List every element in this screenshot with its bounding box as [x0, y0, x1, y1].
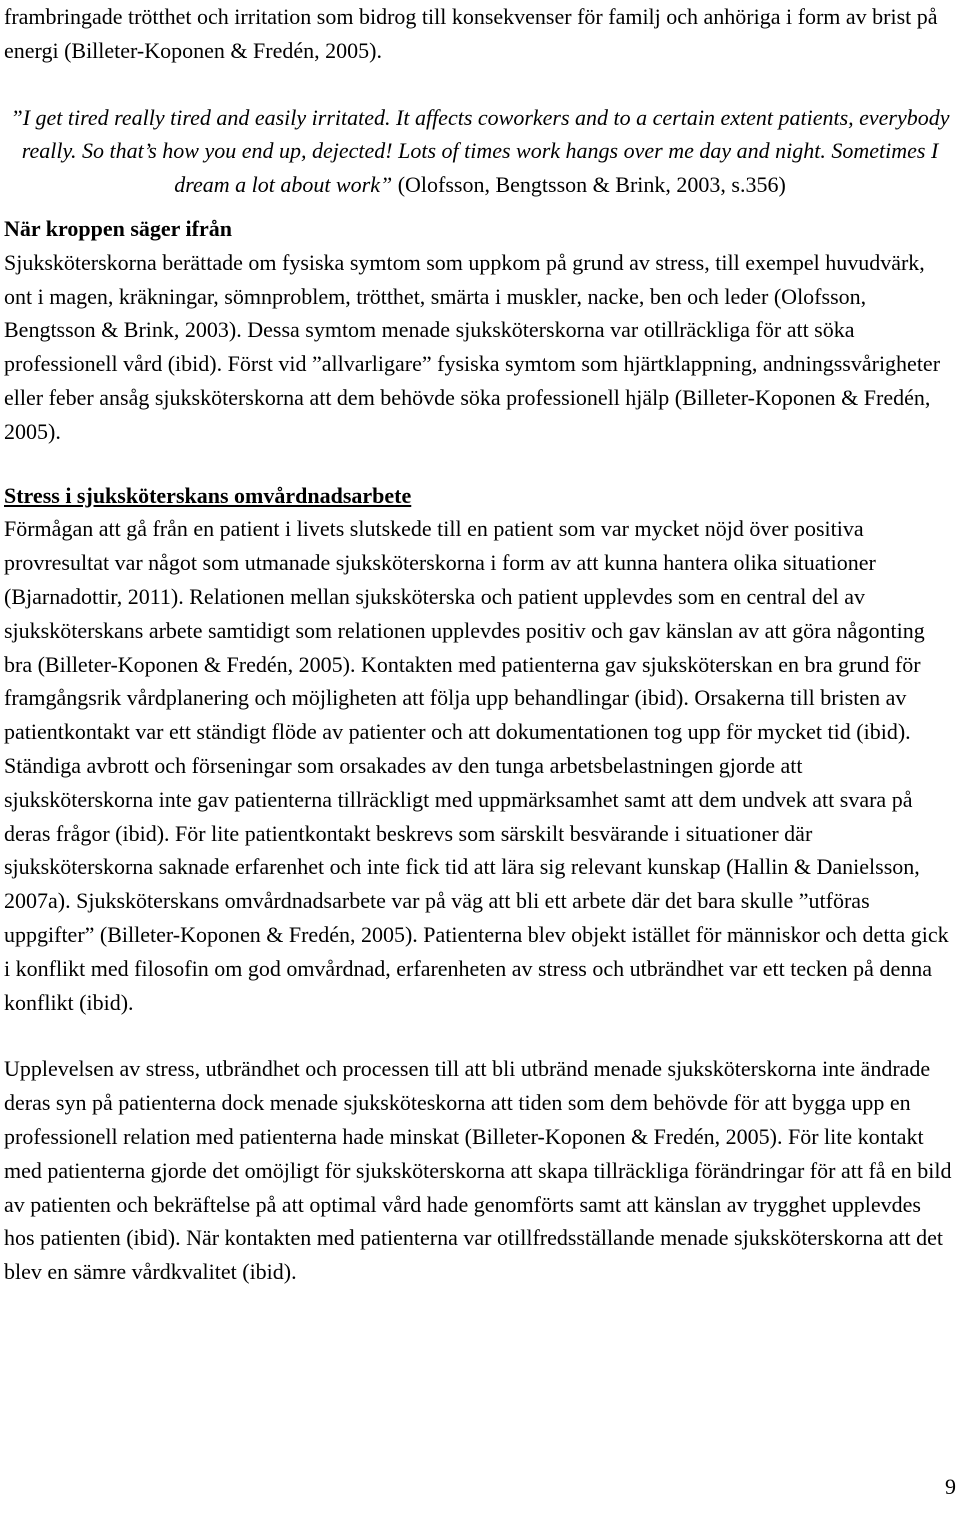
block-quote — [4, 101, 956, 202]
section-heading-stress: Stress i sjuksköterskans omvårdnadsarbete — [4, 482, 412, 508]
page-number: 9 — [945, 1474, 956, 1499]
section-paragraph-kroppen: Sjuksköterskorna berättade om fysiska symtom som uppkom på grund av stress, till exempel huvudvärk, ont i magen, kräkningar, sömnproblem, trötthet, smärta i muskler, nacke, ben och leder (Olofsson, Bengtsson & Brink, 2003). Dessa symtom menade sjuksköterskorna var otillräckliga för att söka professionell vård (ibid). Först vid ”allvarligare” fysiska symtom som hjärtklappning, andningssvårigheter eller feber ansåg sjuksköterskorna att dem behövde söka professionell hjälp (Billeter-Koponen & Fredén, 2005). — [4, 249, 941, 444]
section-paragraph-stress-2: Upplevelsen av stress, utbrändhet och processen till att bli utbränd menade sjuksköterskorna inte ändrade deras syn på patienterna dock menade sjuksköteskorna att tiden som dem behövde för att bygga upp en professionell relation med patienterna hade minskat (Billeter-Koponen & Fredén, 2005). För lite kontakt med patienterna gjorde det omöjligt för sjuksköterskorna att skapa tillräckliga förändringar för att få en bild av patienten och bekräftelse på att optimal vård hade genomförts samt att känslan av trygghet upplevdes hos patienten (ibid). När kontakten med patienterna var otillfredsställande menade sjuksköterskorna att det blev en sämre vårdkvalitet (ibid). — [4, 1056, 952, 1285]
quote-text: ”I get tired really tired and easily irritated. It affects coworkers and to a certain extent patients, everybody really. So that’s how you end up, dejected! Lots of times work hangs over me day and night. Sometimes I dream a lot about work” — [10, 104, 950, 198]
section-heading-kroppen: När kroppen säger ifrån — [4, 215, 232, 241]
intro-continuation-paragraph: frambringade trötthet och irritation som bidrog till konsekvenser för familj och anhöriga i form av brist på energi (Billeter-Koponen & Fredén, 2005). — [4, 4, 938, 63]
section-paragraph-stress-1: Förmågan att gå från en patient i livets slutskede till en patient som var mycket nöjd över positiva provresultat var något som utmanade sjuksköterskorna i form av att kunna hantera olika situationer (Bjarnadottir, 2011). Relationen mellan sjuksköterska och patient upplevdes som en central del av sjuksköterskans arbete samtidigt som relationen upplevdes positiv och gav känslan av att göra någonting bra (Billeter-Koponen & Fredén, 2005). Kontakten med patienterna gav sjuksköterskan en bra grund för framgångsrik vårdplanering och möjligheten att följa upp behandlingar (ibid). Orsakerna till bristen av patientkontakt var ett ständigt flöde av patienter och att dokumentationen tog upp för mycket tid (ibid). Ständiga avbrott och förseningar som orsakades av den tunga arbetsbelastningen gjorde att sjuksköterskorna inte gav patienterna tillräckligt med uppmärksamhet samt att dem undvek att svara på deras frågor (ibid). För lite patientkontakt beskrevs som särskilt besvärande i situationer där sjuksköterskorna saknade erfarenhet och inte fick tid att lära sig relevant kunskap (Hallin & Danielsson, 2007a). Sjuksköterskans omvårdnadsarbete var på väg att bli ett arbete där det bara skulle ”utföras uppgifter” (Billeter-Koponen & Fredén, 2005). Patienterna blev objekt istället för människor och detta gick i konflikt med filosofin om god omvårdnad, erfarenheten av stress och utbrändhet var ett tecken på denna konflikt (ibid). — [4, 516, 949, 1015]
quote-citation: (Olofsson, Bengtsson & Brink, 2003, s.356) — [392, 172, 786, 198]
document-page — [4, 0, 956, 1289]
